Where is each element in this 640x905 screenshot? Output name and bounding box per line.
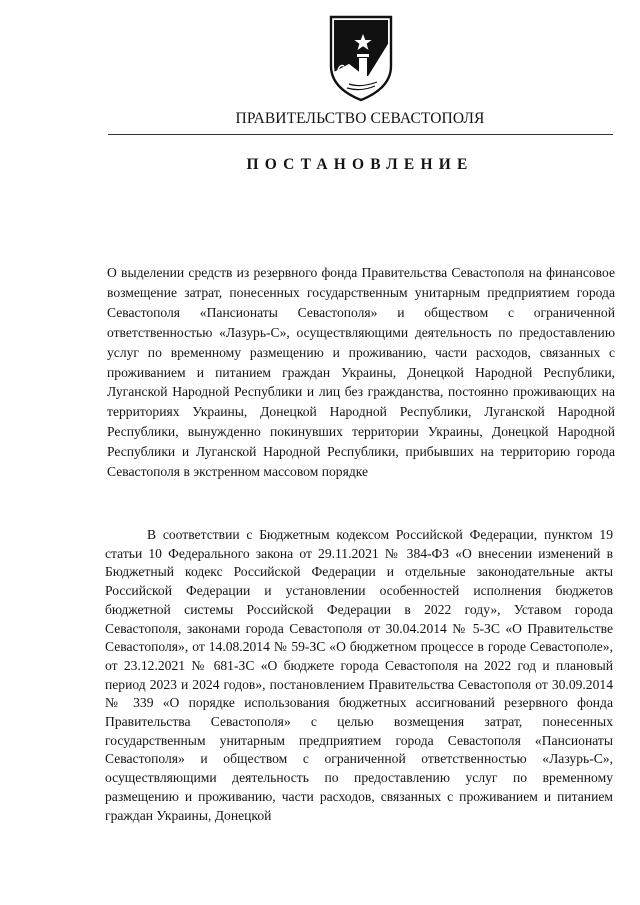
government-name: ПРАВИТЕЛЬСТВО СЕВАСТОПОЛЯ [235, 110, 485, 127]
header-divider [108, 134, 613, 135]
document-subject: О выделении средств из резервного фонда Правительства Севастополя на финансовое возмещение затрат, понесенных государственным унитарным предприятием города Севастополя «Пансионаты Севастополя» и обществом с ограниченной ответственностью «Лазурь-С», осуществляющими деятельность по предоставлению услуг по временному размещению и проживанию, части расходов, связанных с проживанием и питанием граждан Украины, Донецкой Народной Республики, Луганской Народной Республики и лиц без гражданства, постоянно проживающих на территориях Украины, Донецкой Народной Республики, Луганской Народной Республики, вынужденно покинувших территории Украины, Донецкой Народной Республики и Луганской Народной Республики, прибывших на территорию города Севастополя в экстренном массовом порядке [107, 265, 615, 480]
document-type-title: ПОСТАНОВЛЕНИЕ [246, 156, 474, 173]
document-body-paragraph: В соответствии с Бюджетным кодексом Российской Федерации, пунктом 19 статьи 10 Федерального закона от 29.11.2021 № 384-ФЗ «О внесении изменений в Бюджетный кодекс Российской Федерации и отдельные законодательные акты Российской Федерации и установлении особенностей исполнения бюджетов бюджетной системы Российской Федерации в 2022 году», Уставом города Севастополя, законами города Севастополя от 30.04.2014 № 5-ЗС «О Правительстве Севастополя», от 14.08.2014 № 59-ЗС «О бюджетном процессе в городе Севастополе», от 23.12.2021 № 681-ЗС «О бюджете города Севастополя на 2022 год и плановый период 2023 и 2024 годов», постановлением Правительства Севастополя от 30.09.2014 № 339 «О порядке использования бюджетных ассигнований резервного фонда Правительства Севастополя» с целью возмещения затрат, понесенных государственным унитарным предприятием города Севастополя «Пансионаты Севастополя» и обществом с ограниченной ответственностью «Лазурь-С», осуществляющими деятельность по предоставлению услуг по временному размещению и проживанию, части расходов, связанных с проживанием и питанием граждан Украины, Донецкой [105, 527, 613, 823]
sevastopol-coat-of-arms-icon [327, 14, 395, 102]
